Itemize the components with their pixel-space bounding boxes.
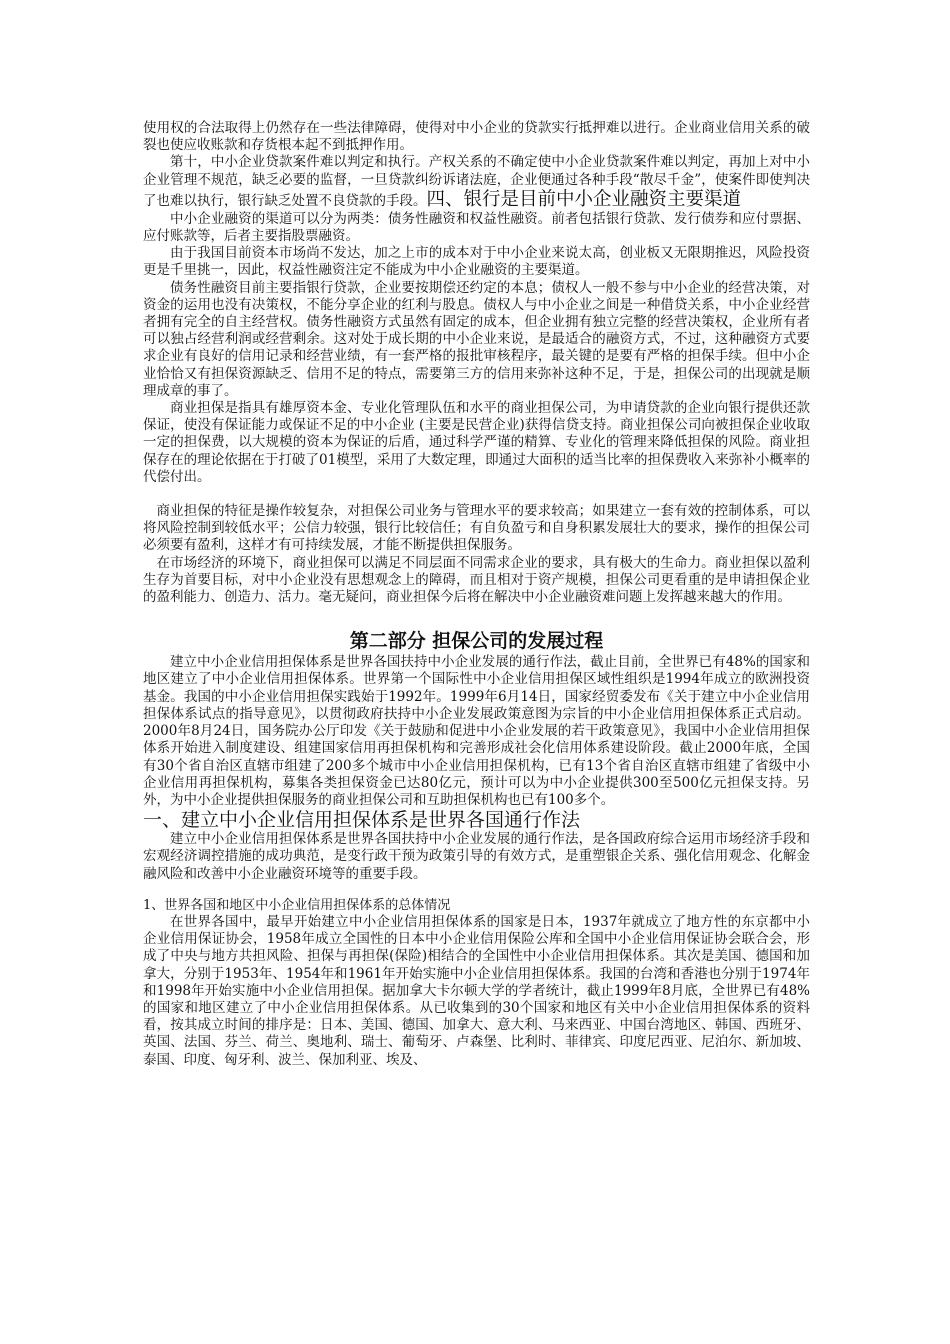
spacer <box>143 486 810 503</box>
paragraph: 债务性融资目前主要指银行贷款，企业要按期偿还约定的本息；债权人一般不参与中小企业的经营决策，对资金的运用也没有决策权，不能分享企业的红利与股息。债权人与中小企业之间是一种借贷关系，中小企业经营者拥有完全的自主经营权。债务性融资方式虽然有固定的成本，但企业拥有独立完整的经营决策权，企业所有者可以独占经营利润或经营剩余。这对处于成长期的中小企业来说，是最适合的融资方式，不过，这种融资方式要求企业有良好的信用记录和经营业绩，有一套严格的报批审核程序，最关键的是要有严格的担保手续。但中小企业恰恰又有担保资源缺乏、信用不足的特点，需要第三方的信用来弥补这种不足，于是，担保公司的出现就是顺理成章的事了。 <box>143 279 810 399</box>
paragraph-text: 第十，中小企业贷款案件难以判定和执行。产权关系的不确定使中小企业贷款案件难以判定，再加上对中小企业管理不规范，缺乏必要的监督，一旦贷款纠纷诉诸法庭，企业便通过各种手段“散尽千金”，使案件即使判决了也难以执行，银行缺乏处置不良贷款的手段。 <box>143 154 810 209</box>
document-page <box>143 120 810 1069</box>
subheading: 1、世界各国和地区中小企业信用担保体系的总体情况 <box>143 897 451 913</box>
paragraph: 在市场经济的环境下，商业担保可以满足不同层面不同需求企业的要求，具有极大的生命力。商业担保以盈利生存为首要目标，对中小企业没有思想观念上的障碍，而且相对于资产规模，担保公司更看重的是申请担保企业的盈利能力、创造力、活力。毫无疑问，商业担保今后将在解决中小企业融资难问题上发挥越来越大的作用。 <box>143 554 810 606</box>
paragraph: 商业担保是指具有雄厚资本金、专业化管理队伍和水平的商业担保公司，为申请贷款的企业向银行提供还款保证，使没有保证能力或保证不足的中小企业 (主要是民营企业)获得信贷支持。商业担保公司向被担保企业收取一定的担保费，以大规模的资本为保证的后盾，通过科学严谨的精算、专业化的管理来降低担保的风险。商业担保存在的理论依据在于打破了01模型，采用了大数定理，即通过大面积的适当比率的担保费收入来弥补小概率的代偿付出。 <box>143 400 810 485</box>
section-heading-1: 一、建立中小企业信用担保体系是世界各国通行作法 <box>143 809 581 832</box>
paragraph: 商业担保的特征是操作较复杂，对担保公司业务与管理水平的要求较高；如果建立一套有效的控制体系，可以将风险控制到较低水平；公信力较强，银行比较信任；有自负盈亏和自身积累发展壮大的要求，操作的担保公司必须要有盈利，这样才有可持续发展，才能不断提供担保服务。 <box>143 503 810 554</box>
paragraph: 使用权的合法取得上仍然存在一些法律障碍，使得对中小企业的贷款实行抵押难以进行。企业商业信用关系的破裂也使应收账款和存货根本起不到抵押作用。 <box>143 120 810 154</box>
section-heading-4: 四、银行是目前中小企业融资主要渠道 <box>426 188 742 210</box>
paragraph: 在世界各国中，最早开始建立中小企业信用担保体系的国家是日本，1937年就成立了地方性的东京都中小企业信用保证协会，1958年成立全国性的日本中小企业信用保险公库和全国中小企业信用保证协会联合会，形成了中央与地方共担风险、担保与再担保(保险)相结合的全国性中小企业信用担保体系。其次是美国、德国和加拿大，分别于1953年、1954年和1961年开始实施中小企业信用担保体系。我国的台湾和香港也分别于1974年和1998年开始实施中小企业信用担保。据加拿大卡尔顿大学的学者统计，截止1999年8月底，全世界已有48%的国家和地区建立了中小企业信用担保体系。从已收集到的30个国家和地区有关中小企业信用担保体系的资料看，按其成立时间的排序是：日本、美国、德国、加拿大、意大利、马来西亚、中国台湾地区、韩国、西班牙、英国、法国、芬兰、荷兰、奥地利、瑞士、葡萄牙、卢森堡、比利时、菲律宾、印度尼西亚、尼泊尔、新加坡、泰国、印度、匈牙利、波兰、保加利亚、埃及、 <box>143 913 810 1068</box>
part-title: 第二部分 担保公司的发展过程 <box>349 630 604 653</box>
paragraph: 建立中小企业信用担保体系是世界各国扶持中小企业发展的通行作法，是各国政府综合运用市场经济手段和宏观经济调控措施的成功典范，是变行政干预为政策引导的有效方式，是重塑银企关系、强化信用观念、化解金融风险和改善中小企业融资环境等的重要手段。 <box>143 831 810 882</box>
paragraph: 由于我国目前资本市场尚不发达，加之上市的成本对于中小企业来说太高，创业板又无限期推迟，风险投资更是千里挑一，因此，权益性融资注定不能成为中小企业融资的主要渠道。 <box>143 245 810 279</box>
paragraph <box>143 154 810 210</box>
paragraph: 中小企业融资的渠道可以分为两类：债务性融资和权益性融资。前者包括银行贷款、发行债券和应付票据、应付账款等，后者主要指股票融资。 <box>143 210 810 245</box>
paragraph: 建立中小企业信用担保体系是世界各国扶持中小企业发展的通行作法，截止目前，全世界已有48%的国家和地区建立了中小企业信用担保体系。世界第一个国际性中小企业信用担保区域性组织是1994年成立的欧洲投资基金。我国的中小企业信用担保实践始于1992年。1999年6月14日，国家经贸委发布《关于建立中小企业信用担保体系试点的指导意见》，以贯彻政府扶持中小企业发展政策意图为宗旨的中小企业信用担保体系正式启动。2000年8月24日，国务院办公厅印发《关于鼓励和促进中小企业发展的若干政策意见》，我国中小企业信用担保体系开始进入制度建设、组建国家信用再担保机构和完善形成社会化信用体系建设阶段。截止2000年底，全国有30个省自治区直辖市组建了200多个城市中小企业信用担保机构，已有13个省自治区直辖市组建了省级中小企业信用再担保机构，募集各类担保资金已达80亿元，预计可以为中小企业提供300至500亿元担保支持。另外，为中小企业提供担保服务的商业担保公司和互助担保机构也已有100多个。 <box>143 654 810 808</box>
